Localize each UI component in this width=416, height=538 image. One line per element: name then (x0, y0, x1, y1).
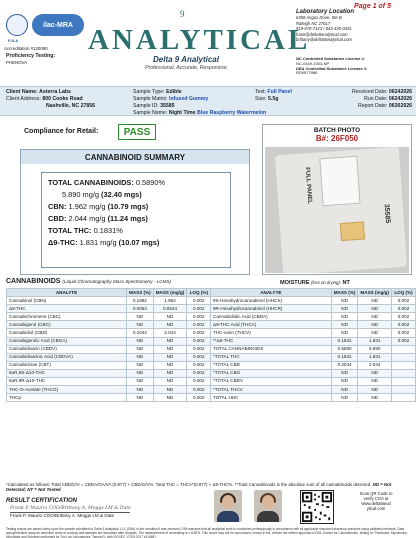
qr-verify-note (340, 491, 412, 511)
cell-analyte: Cannabidiol (CBD) (7, 329, 127, 337)
lab-email-2[interactable]: brittany@delta9analytical.com (296, 37, 352, 43)
client-info-band (0, 86, 416, 116)
sample-name-row (133, 110, 266, 117)
brand-subtitle: Delta 9 Analytical (153, 55, 219, 64)
cell-analyte: Cannabidiolic Acid (CBDA) (211, 313, 332, 321)
col-loq: LOQ (%) (187, 289, 211, 297)
lab-phone: 919-670-7123 / 843-430-0431 (296, 26, 352, 32)
sample-bag-label (319, 156, 360, 207)
summary-cbd-label: CBD: (48, 214, 67, 223)
lab-location-title: Laboratory Location (296, 9, 355, 15)
cell-loq (392, 394, 416, 402)
cell-mass-pct: ND (127, 369, 154, 377)
run-label: Run Date: (364, 96, 388, 102)
cell-mass-mg: ND (153, 394, 187, 402)
table-header-row (7, 289, 211, 297)
summary-body (41, 172, 231, 268)
lab-email-1[interactable]: frank@delta9analytical.com (296, 31, 348, 37)
batch-photo-panel (262, 124, 412, 275)
sample-matrix: Infused Gummy (169, 96, 209, 102)
client-address-label: Client Address: (6, 96, 41, 102)
cell-loq (392, 369, 416, 377)
nc-license-label: NC Controlled Substance License #: (296, 56, 365, 61)
table-header-row (211, 289, 416, 297)
table-row (7, 313, 211, 321)
summary-d9-label: Δ9-THC: (48, 238, 78, 247)
cell-analyte: Cannabicitran (CBT) (7, 361, 127, 369)
cell-loq (392, 361, 416, 369)
summary-cbd: 2.044 mg/g (68, 214, 106, 223)
table-row (211, 337, 416, 345)
cell-analyte: Cannabigerolic Acid (CBGA) (7, 337, 127, 345)
summary-cbn: 1.962 mg/g (68, 202, 106, 211)
sample-id-label: Sample ID: (133, 103, 159, 109)
cell-analyte: 9S-Hexahydrocannabinol (HHCS) (211, 297, 332, 305)
cell-mass-mg: ND (358, 297, 392, 305)
summary-cbn-label: CBN: (48, 202, 67, 211)
cannabinoids-title (6, 278, 171, 285)
page-number: Page 1 of 5 (354, 3, 391, 10)
test-type: Full Panel (267, 89, 292, 95)
qr-note-line-1: Scan QR Code to (359, 491, 393, 496)
table-row (211, 378, 416, 386)
cell-loq: 0.002 (392, 329, 416, 337)
cell-analyte: *TOTAL THCV (211, 386, 332, 394)
client-name-row (6, 89, 71, 96)
cannabinoid-table-right (210, 288, 416, 402)
cell-analyte: Cannabidivarinic Acid (CBDVA) (7, 353, 127, 361)
sample-name: Night Time (168, 110, 196, 116)
cell-mass-pct: ND (331, 321, 358, 329)
cell-mass-mg: 2.044 (153, 329, 187, 337)
cell-loq: 0.002 (187, 321, 211, 329)
pjla-logo-label: PJLA (8, 38, 19, 43)
table-row (211, 345, 416, 353)
size-row (255, 96, 278, 103)
cell-mass-mg: ND (358, 378, 392, 386)
cell-mass-mg: ND (153, 378, 187, 386)
cell-mass-mg: 2.044 (358, 361, 392, 369)
dea-license-number: RD0577986 (296, 70, 318, 76)
table-row (211, 313, 416, 321)
sample-name-flavor: Blue Raspberry Watermelon (196, 110, 267, 116)
cell-analyte: Cannabinol (CBN) (7, 297, 127, 305)
cell-mass-mg: 1.831 (358, 353, 392, 361)
table-row (211, 394, 416, 402)
summary-thc-label: TOTAL THC: (48, 226, 92, 235)
cell-loq: 0.002 (187, 329, 211, 337)
brand-logo-title: ANALYTICAL (88, 24, 311, 56)
client-address-2 (46, 103, 95, 110)
cell-mass-pct: 0.2044 (331, 361, 358, 369)
cell-mass-mg: ND (153, 321, 187, 329)
cell-mass-pct: ND (127, 394, 154, 402)
table-row (7, 329, 211, 337)
cell-mass-mg: 1.831 (358, 337, 392, 345)
client-name: Asterra Labs (39, 89, 71, 95)
col-mass-pct: MASS (%) (331, 289, 358, 297)
sample-matrix-row (133, 96, 208, 103)
sample-bag-id: 35585 (382, 203, 391, 224)
col-loq: LOQ (%) (392, 289, 416, 297)
cell-mass-pct: ND (127, 337, 154, 345)
client-address-2-text: Nashville, NC 27856 (46, 103, 96, 109)
cell-analyte: Δ9-THC Acid (THCA) (211, 321, 332, 329)
test-row (255, 89, 292, 96)
cell-mass-pct: ND (331, 369, 358, 377)
cannabinoid-table-left (6, 288, 211, 402)
cell-analyte: *TOTAL CBG (211, 369, 332, 377)
cell-mass-pct: ND (127, 321, 154, 329)
cell-mass-pct: ND (331, 305, 358, 313)
signer-photo-1 (214, 490, 242, 522)
cell-analyte: THCp (7, 394, 127, 402)
cell-mass-pct: ND (331, 329, 358, 337)
table-row (211, 321, 416, 329)
cell-loq: 0.002 (392, 321, 416, 329)
cell-analyte: THC-varin (THCV) (211, 329, 332, 337)
cell-mass-pct: 0.1831 (331, 337, 358, 345)
cell-mass-pct: 0.0053 (127, 305, 154, 313)
cell-mass-pct: 0.1831 (331, 353, 358, 361)
table-row (7, 394, 211, 402)
brand-tagline: Professional, Accurate, Responsive (145, 65, 227, 71)
sample-size: 5.5g (268, 96, 279, 102)
cell-mass-pct: 0.5890 (331, 345, 358, 353)
cell-analyte: **Δ9-THC (211, 337, 332, 345)
qr-note-line-3[interactable]: www.delta9anal (361, 501, 391, 506)
summary-d9-pkg: (10.07 mgs) (118, 238, 160, 247)
cell-mass-pct: ND (127, 345, 154, 353)
nd-nt-legend: ND = Not Detected; NT = Not Tested (6, 482, 392, 493)
summary-cbn-pkg: (10.79 mgs) (107, 202, 149, 211)
compliance-label: Compliance for Retail: (24, 128, 99, 135)
cell-mass-mg: ND (153, 345, 187, 353)
sample-id: 35585 (160, 103, 175, 109)
accreditation-logos (6, 14, 86, 50)
cell-mass-pct: ND (127, 353, 154, 361)
cannabinoids-method: (Liquid Chromatography Mass Spectrometry - LCMS) (62, 279, 171, 284)
cannabinoid-summary (20, 149, 250, 275)
size-label: Size: (255, 96, 267, 102)
cannabinoids-heading: CANNABINOIDS (6, 278, 61, 285)
cell-loq: 0.002 (187, 305, 211, 313)
cell-mass-pct: 0.1962 (127, 297, 154, 305)
run-date: 06242026 (388, 96, 412, 102)
gummy-sample (340, 221, 365, 241)
result-certification-title: RESULT CERTIFICATION (6, 498, 77, 504)
cell-analyte: TOTAL CANNABINOIDS (211, 345, 332, 353)
summary-total-row (48, 177, 224, 189)
cell-loq (392, 378, 416, 386)
received-date: 06242026 (388, 89, 412, 95)
qr-code-icon[interactable] (300, 490, 334, 524)
cell-mass-mg: ND (358, 321, 392, 329)
summary-thc-row (48, 225, 224, 237)
table-row (7, 378, 211, 386)
summary-d9-row (48, 237, 224, 249)
cell-loq: 0.002 (392, 337, 416, 345)
license-info (296, 57, 414, 76)
cell-analyte: *TOTAL THC (211, 353, 332, 361)
cell-mass-pct: ND (331, 297, 358, 305)
cell-mass-mg: ND (153, 337, 187, 345)
table-row (7, 369, 211, 377)
moisture-label: MOISTURE (280, 280, 310, 286)
cell-loq: 0.002 (187, 369, 211, 377)
cell-analyte: Δ8-THC (7, 305, 127, 313)
client-address-row (6, 96, 83, 103)
col-analyte: ANALYTE (7, 289, 127, 297)
moisture-note: (loss on drying): (311, 280, 341, 285)
cell-mass-pct: ND (331, 378, 358, 386)
moisture-line (280, 280, 350, 286)
cell-analyte: Cannabidivarin (CBDV) (7, 345, 127, 353)
report-label: Report Date: (358, 103, 388, 109)
cell-mass-mg: ND (153, 313, 187, 321)
run-row (330, 96, 412, 103)
table-row (211, 329, 416, 337)
cell-analyte: Cannabigerol (CBG) (7, 321, 127, 329)
proficiency-testing-label: Proficiency Testing: (6, 53, 56, 59)
table-row (7, 321, 211, 329)
qr-note-line-2: verify COA at (363, 496, 389, 501)
sample-id-row (133, 103, 175, 110)
cell-loq (392, 386, 416, 394)
summary-thc: 0.1831% (93, 226, 123, 235)
cell-mass-mg: ND (358, 313, 392, 321)
cell-loq (392, 353, 416, 361)
cell-loq: 0.002 (392, 313, 416, 321)
cell-analyte: 6aR,9S-Δ10-THC (7, 369, 127, 377)
cell-loq: 0.002 (392, 305, 416, 313)
signers-name: Frank P. Maurio COO/Brittany A. Meggs LM & Date (10, 513, 115, 518)
sample-bag (275, 147, 407, 273)
table-row (7, 297, 211, 305)
table-row (7, 386, 211, 394)
summary-total-pct: 0.5890% (135, 178, 166, 187)
pjla-logo (6, 14, 28, 36)
cell-mass-pct: ND (127, 378, 154, 386)
cell-loq: 0.002 (392, 297, 416, 305)
col-analyte: ANALYTE (211, 289, 332, 297)
table-row (211, 369, 416, 377)
sample-matrix-label: Sample Matrix: (133, 96, 168, 102)
table-row (211, 353, 416, 361)
cell-mass-pct: 0.2044 (127, 329, 154, 337)
batch-photo-header (263, 125, 411, 147)
summary-total-pkg: (32.40 mgs) (101, 190, 142, 199)
cell-mass-mg: ND (153, 353, 187, 361)
batch-number: B#: 26F050 (315, 134, 359, 143)
cell-analyte: THC-O-Acetate (THCO) (7, 386, 127, 394)
summary-d9: 1.831 mg/g (79, 238, 117, 247)
cell-loq: 0.002 (187, 353, 211, 361)
qr-note-line-4[interactable]: ytical.com (366, 506, 386, 511)
cell-mass-mg: ND (358, 305, 392, 313)
summary-total-label: TOTAL CANNABINOIDS: (48, 178, 134, 187)
cell-loq: 0.002 (187, 378, 211, 386)
table-row (7, 337, 211, 345)
summary-cbn-row (48, 201, 224, 213)
table-row (7, 345, 211, 353)
cell-loq: 0.002 (187, 394, 211, 402)
moisture-value: NT (342, 280, 350, 286)
col-mass-mg: MASS (mg/g) (153, 289, 187, 297)
sample-type-row (133, 89, 182, 96)
sample-type: Edible (166, 89, 182, 95)
table-row (211, 305, 416, 313)
cell-mass-mg: 1.962 (153, 297, 187, 305)
compliance-pass-badge: PASS (118, 124, 156, 140)
cell-analyte: Cannabichromene (CBC) (7, 313, 127, 321)
accreditation-number: Accreditation #120090 (4, 46, 48, 51)
col-mass-pct: MASS (%) (127, 289, 154, 297)
lab-address-2: Raleigh NC 27617 (296, 20, 331, 26)
cell-mass-pct: ND (127, 361, 154, 369)
cell-loq (392, 345, 416, 353)
nc-license-number: NC-0449-1004-NP (296, 60, 330, 66)
calculation-text: *Calculated as follows: Total CBD/G/V = CBDA/GA/VA (0.877) + CBD/G/V%. Total THC = THCA*(0.877) + Δ9-THC%. **Total Cannabinoids is the absolute sum of all cannabinoids detected. (6, 482, 372, 487)
summary-total-mg: 5.890 mg/g (62, 190, 99, 199)
cell-analyte: TOTAL HHC (211, 394, 332, 402)
received-row (330, 89, 412, 96)
proficiency-testing-provider: PHENOVA (6, 60, 28, 65)
cell-mass-mg: ND (153, 369, 187, 377)
sample-bag-panel-text: FULL PANEL (303, 167, 313, 205)
summary-total-mg-row (48, 189, 224, 201)
client-address-1: 800 Cooke Road (42, 96, 83, 102)
cell-loq: 0.002 (187, 361, 211, 369)
cell-mass-mg: 5.890 (358, 345, 392, 353)
cell-mass-pct: ND (331, 313, 358, 321)
cell-mass-mg: ND (358, 369, 392, 377)
table-row (7, 353, 211, 361)
ilac-mra-logo: ilac-MRA (32, 14, 84, 36)
col-mass-mg: MASS (mg/g) (358, 289, 392, 297)
table-row (211, 297, 416, 305)
signature: Frank P. Maurio COO/Brittany A. Meggs LM & Date (10, 506, 131, 511)
cell-analyte: 6aR,9R-Δ10-THC (7, 378, 127, 386)
batch-photo-title: BATCH PHOTO (313, 127, 361, 134)
batch-photo-image (265, 147, 409, 273)
cell-loq: 0.002 (187, 345, 211, 353)
table-row (211, 361, 416, 369)
cell-mass-mg: 0.0534 (153, 305, 187, 313)
signer-photo-2 (254, 490, 282, 522)
sample-type-label: Sample Type: (133, 89, 165, 95)
cell-loq: 0.002 (187, 313, 211, 321)
cell-loq: 0.002 (187, 337, 211, 345)
test-label: Test: (255, 89, 266, 95)
cell-mass-mg: ND (153, 386, 187, 394)
sample-name-label: Sample Name: (133, 110, 168, 116)
cell-mass-mg: ND (358, 394, 392, 402)
client-name-label: Client Name: (6, 89, 38, 95)
cell-analyte: *TOTAL CBDV (211, 378, 332, 386)
summary-title: CANNABINOID SUMMARY (21, 150, 249, 164)
cell-mass-mg: ND (153, 361, 187, 369)
cell-loq: 0.002 (187, 386, 211, 394)
received-label: Received Date: (351, 89, 388, 95)
disclaimer-footnote: Testing results are based solely upon the sample submitted to Delta 9 Analytical, LLC (D9A) in the condition it was received. D9A warrants that all analytical work is conducted professionally in accordance with all applicable standard laboratory practices using validated methods. Data was generated using an unbroken chain of custody and samples are discarded after analysis. The measurement of uncertainty is ± 8.82%. This report may not be reproduced, except in full, without the written approval of D9A. Except for Cannabinoids, testing for Pesticides, Mycotoxins, Microbials and Solvents performed by Trio Lab Laboratories, Tampa FL with ISO/IEC 17025:2017 #116657. (6, 527, 408, 538)
lab-address-1: 6308 Angus Drive, Ste B (296, 15, 342, 21)
dea-license-label: DEA Controlled Substance License #: (296, 65, 368, 71)
summary-cbd-row (48, 213, 224, 225)
cell-mass-pct: ND (127, 386, 154, 394)
cell-loq: 0.002 (187, 297, 211, 305)
cell-mass-pct: ND (331, 394, 358, 402)
table-row (7, 361, 211, 369)
summary-cbd-pkg: (11.24 mgs) (107, 214, 148, 223)
cell-mass-mg: ND (358, 329, 392, 337)
report-date: 06302026 (388, 103, 412, 109)
cell-mass-pct: ND (127, 313, 154, 321)
brand-nine: 9 (180, 9, 185, 19)
cell-analyte: 9R-Hexahydrocannabinol (HHCR) (211, 305, 332, 313)
cell-mass-pct: ND (331, 386, 358, 394)
table-row (7, 305, 211, 313)
report-row (330, 103, 412, 110)
cell-mass-mg: ND (358, 386, 392, 394)
cell-analyte: *TOTAL CBD (211, 361, 332, 369)
table-row (211, 386, 416, 394)
lab-location (296, 10, 414, 42)
